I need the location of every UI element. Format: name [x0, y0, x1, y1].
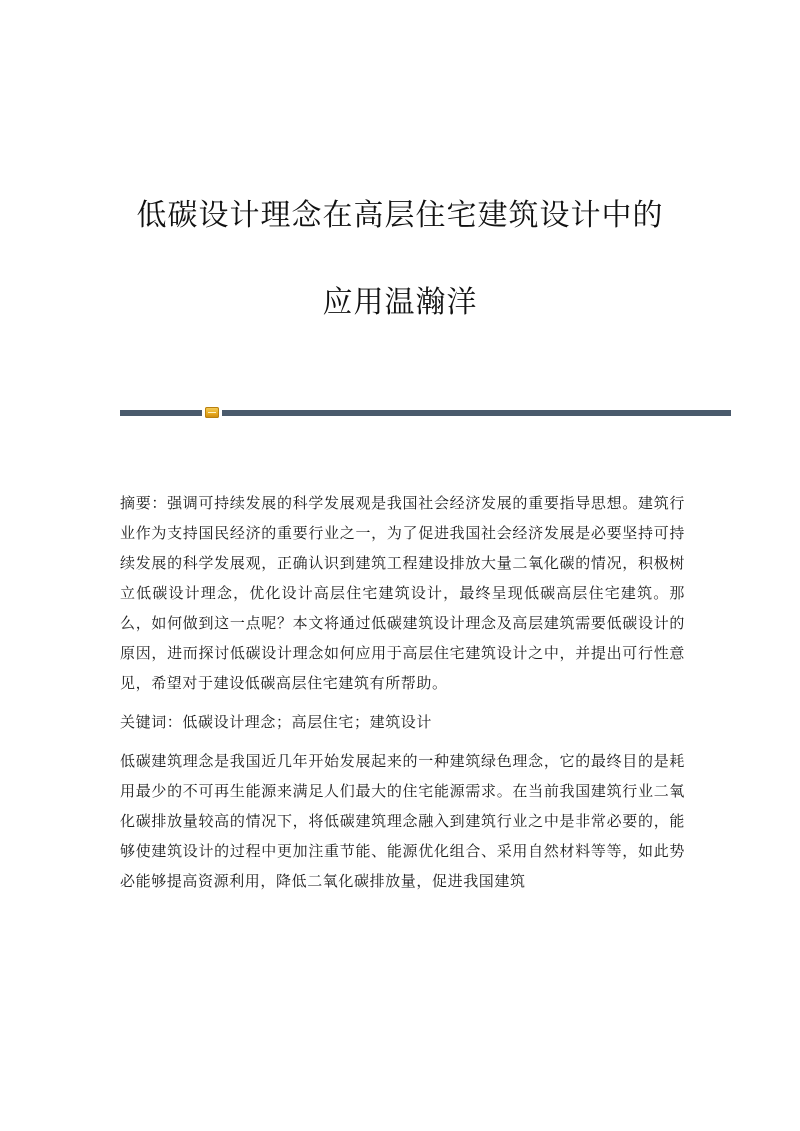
document-title-line-1: 低碳设计理念在高层住宅建筑设计中的	[136, 198, 664, 233]
document-body	[120, 488, 685, 905]
document-title-line-2: 应用温瀚洋	[322, 285, 478, 320]
title-divider-left	[120, 410, 202, 416]
keywords-paragraph: 关键词：低碳设计理念；高层住宅；建筑设计	[120, 713, 433, 731]
body-paragraph: 低碳建筑理念是我国近几年开始发展起来的一种建筑绿色理念，它的最终目的是耗用最少的不可再生能源来满足人们最大的住宅能源需求。在当前我国建筑行业二氧化碳排放量较高的情况下，将低碳建筑理念融入到建筑行业之中是非常必要的，能够使建筑设计的过程中更加注重节能、能源优化组合、采用自然材料等等，如此势必能够提高资源利用，降低二氧化碳排放量，促进我国建筑	[120, 752, 685, 890]
abstract-paragraph: 摘要：强调可持续发展的科学发展观是我国社会经济发展的重要指导思想。建筑行业作为支持国民经济的重要行业之一，为了促进我国社会经济发展是必要坚持可持续发展的科学发展观，正确认识到建筑工程建设排放大量二氧化碳的情况，积极树立低碳设计理念，优化设计高层住宅建筑设计，最终呈现低碳高层住宅建筑。那么，如何做到这一点呢？本文将通过低碳建筑设计理念及高层建筑需要低碳设计的原因，进而探讨低碳设计理念如何应用于高层住宅建筑设计之中，并提出可行性意见，希望对于建设低碳高层住宅建筑有所帮助。	[120, 494, 685, 692]
title-divider-right	[222, 410, 731, 416]
pencil-icon	[205, 407, 219, 418]
